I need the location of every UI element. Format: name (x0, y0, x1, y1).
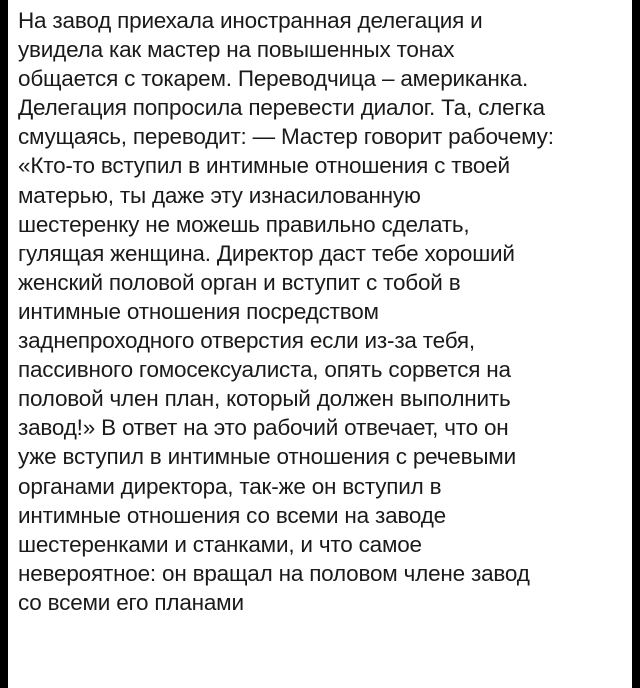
text-post (8, 0, 632, 688)
post-text-line: шестеренками и станками, и что самое (18, 531, 422, 557)
post-text-line: интимные отношения со всеми на заводе (18, 502, 446, 528)
post-text-line: увидела как мастер на повышенных тонах (18, 37, 455, 63)
post-text-line: матерью, ты даже эту изнасилованную (18, 182, 421, 208)
post-text-line: завод!» В ответ на это рабочий отвечает, что он (18, 415, 509, 441)
post-text-line: уже вступил в интимные отношения с речевыми (18, 444, 516, 470)
post-text-line: невероятное: он вращал на половом члене завод (18, 560, 530, 586)
post-text-line: смущаясь, переводит: — Мастер говорит рабочему: (18, 124, 554, 150)
post-text-line: органами директора, так-же он вступил в (18, 473, 442, 499)
post-text-line: гулящая женщина. Директор даст тебе хороший (18, 240, 515, 266)
post-text-line: заднепроходного отверстия если из-за тебя, (18, 328, 475, 354)
post-text-line: Делегация попросила перевести диалог. Та, слегка (18, 95, 545, 121)
post-text-line: шестеренку не можешь правильно сделать, (18, 211, 470, 237)
post-text-line: половой член план, который должен выполнить (18, 386, 511, 412)
post-text-line: женский половой орган и вступит с тобой в (18, 269, 461, 295)
post-text-line: общается с токарем. Переводчица – американка. (18, 66, 529, 92)
post-text-line: интимные отношения посредством (18, 298, 379, 324)
post-text-line: со всеми его планами (18, 589, 244, 615)
post-text-line: «Кто-то вступил в интимные отношения с твоей (18, 153, 510, 179)
post-text-line: На завод приехала иностранная делегация и (18, 8, 483, 33)
post-text-line: пассивного гомосексуалиста, опять сорвется на (18, 357, 511, 383)
